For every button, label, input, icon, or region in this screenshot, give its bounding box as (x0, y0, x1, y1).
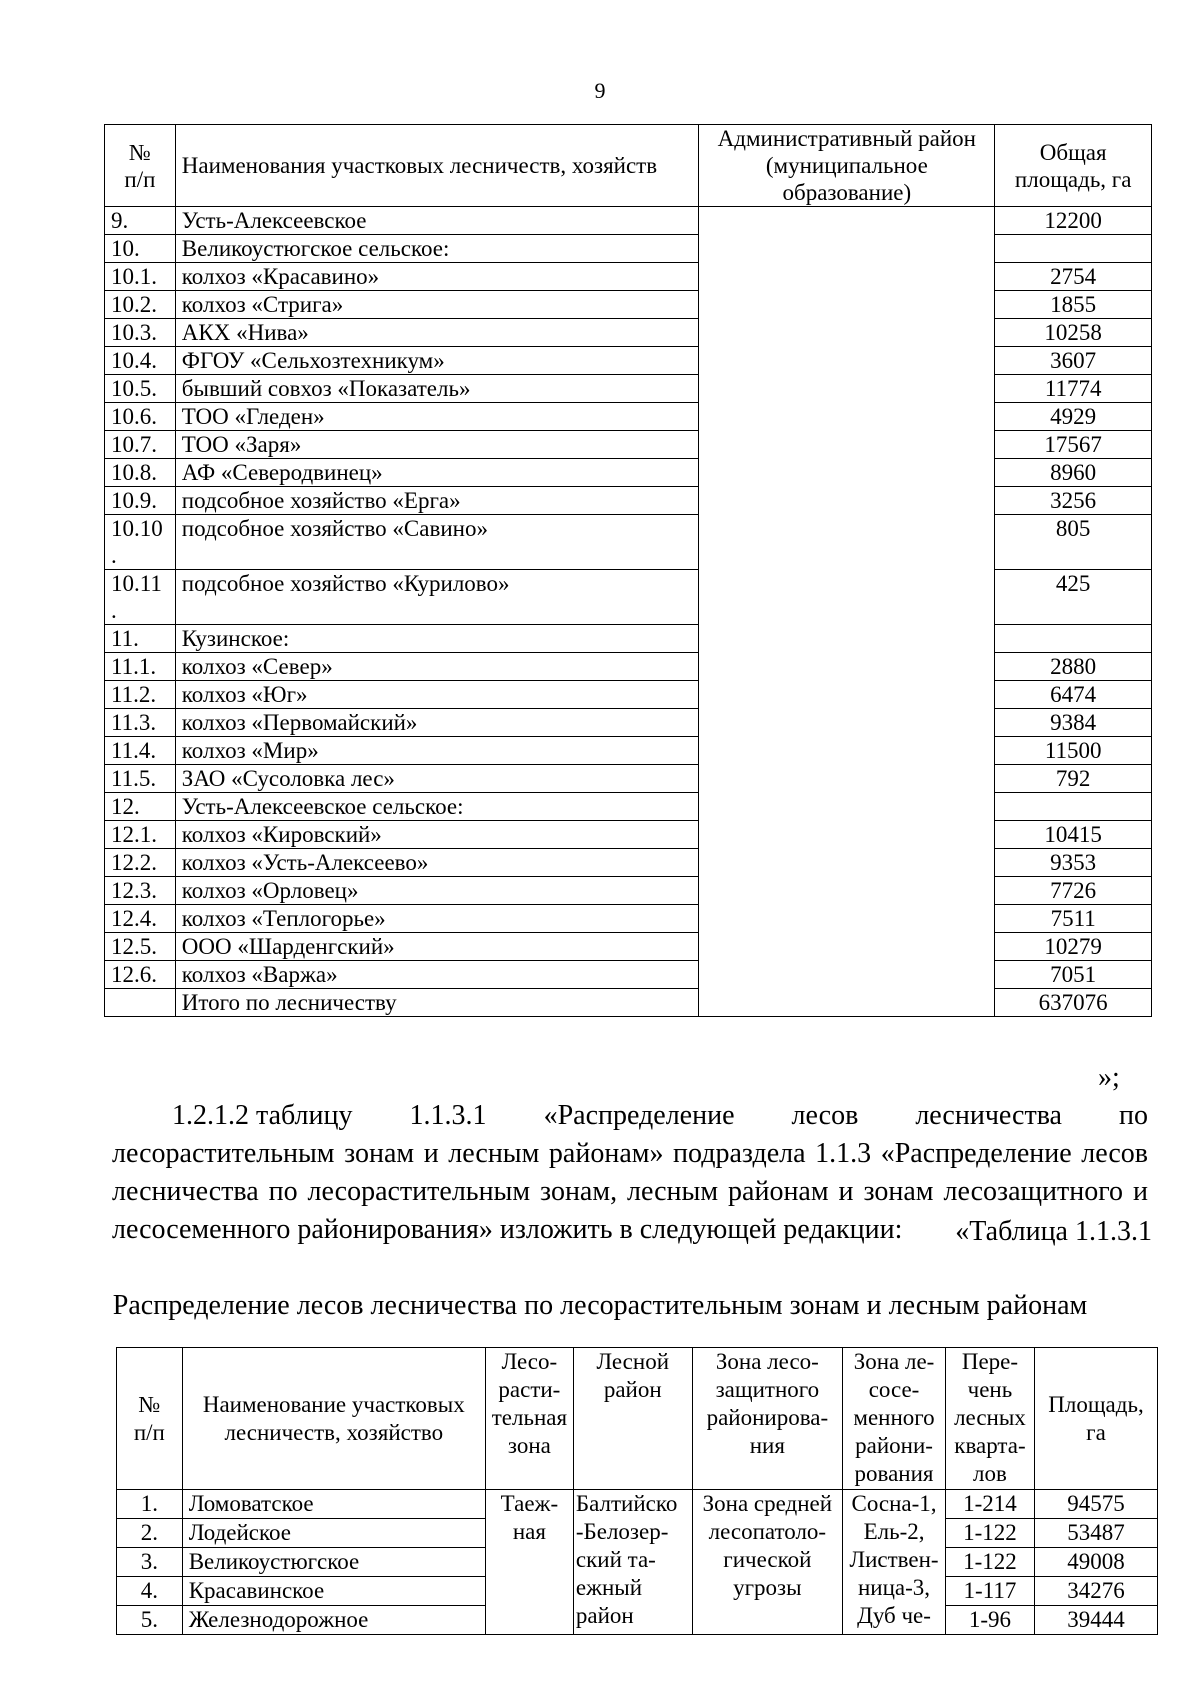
cell-name: колхоз «Кировский» (175, 821, 699, 849)
table-row (105, 235, 1152, 263)
cell-name: Железнодорожное (182, 1606, 485, 1635)
cell-num: 10.1. (105, 263, 176, 291)
table-row (105, 431, 1152, 459)
cell-name: ООО «Шарденгский» (175, 933, 699, 961)
table-row (105, 653, 1152, 681)
t2-header-zone: Лесо- расти- тельная зона (485, 1348, 573, 1490)
cell-area: 53487 (1034, 1519, 1157, 1548)
cell-quarters: 1-122 (945, 1548, 1034, 1577)
cell-district: Балтийско -Белозер- ский та- ежный район (573, 1490, 692, 1635)
cell-num: 12.1. (105, 821, 176, 849)
total-row (105, 989, 1152, 1017)
cell-area: 425 (995, 570, 1152, 625)
cell-area (995, 235, 1152, 263)
cell-quarters: 1-122 (945, 1519, 1034, 1548)
cell-num: 11. (105, 625, 176, 653)
table-row (105, 709, 1152, 737)
table-row (105, 459, 1152, 487)
cell-area: 3607 (995, 347, 1152, 375)
table-row (105, 933, 1152, 961)
cell-name: Усть-Алексеевское (175, 207, 699, 235)
cell-area: 39444 (1034, 1606, 1157, 1635)
paragraph-word: 1.1.3.1 (409, 1100, 487, 1131)
table-row (105, 403, 1152, 431)
cell-num: 12. (105, 793, 176, 821)
cell-name: ТОО «Заря» (175, 431, 699, 459)
cell-admin-district (699, 207, 995, 1017)
cell-num: 10.10 . (105, 515, 176, 570)
cell-num: 10.11 . (105, 570, 176, 625)
table-row (105, 347, 1152, 375)
table-row (105, 877, 1152, 905)
paragraph-first-line (112, 1097, 1148, 1135)
forestry-table (104, 124, 1152, 1017)
cell-num: 10.4. (105, 347, 176, 375)
cell-num: 12.4. (105, 905, 176, 933)
cell-area: 8960 (995, 459, 1152, 487)
cell-area: 7726 (995, 877, 1152, 905)
total-area: 637076 (995, 989, 1152, 1017)
cell-name: бывший совхоз «Показатель» (175, 375, 699, 403)
cell-num: 1. (117, 1490, 183, 1519)
t2-header-seed: Зона ле- сосе- менного райони- рования (843, 1348, 946, 1490)
cell-name: ФГОУ «Сельхозтехникум» (175, 347, 699, 375)
cell-num: 5. (117, 1606, 183, 1635)
table-row (105, 515, 1152, 570)
cell-num: 3. (117, 1548, 183, 1577)
quote-end: »; (1098, 1062, 1120, 1093)
table-row (105, 625, 1152, 653)
cell-num: 10.7. (105, 431, 176, 459)
header-area: Общая площадь, га (995, 125, 1152, 207)
cell-quarters: 1-96 (945, 1606, 1034, 1635)
t2-header-quarters: Пере- чень лесных кварта- лов (945, 1348, 1034, 1490)
cell-num: 11.5. (105, 765, 176, 793)
cell-area: 11500 (995, 737, 1152, 765)
cell-name: Красавинское (182, 1577, 485, 1606)
cell-num: 10.2. (105, 291, 176, 319)
cell-name: Кузинское: (175, 625, 699, 653)
paragraph-word: «Распределение (543, 1100, 735, 1131)
cell-num: 12.2. (105, 849, 176, 877)
cell-name: колхоз «Стрига» (175, 291, 699, 319)
cell-num: 11.3. (105, 709, 176, 737)
table-row (105, 681, 1152, 709)
cell-name: Великоустюгское сельское: (175, 235, 699, 263)
cell-name: АФ «Северодвинец» (175, 459, 699, 487)
t2-header-district: Лесной район (573, 1348, 692, 1490)
cell-num: 10. (105, 235, 176, 263)
cell-name: Усть-Алексеевское сельское: (175, 793, 699, 821)
cell-num: 10.8. (105, 459, 176, 487)
cell-name: колхоз «Юг» (175, 681, 699, 709)
cell-num: 11.2. (105, 681, 176, 709)
paragraph-word: лесничества (915, 1100, 1062, 1131)
cell-area: 7511 (995, 905, 1152, 933)
paragraph-word: по (1119, 1100, 1148, 1131)
cell-name: подсобное хозяйство «Ерга» (175, 487, 699, 515)
cell-name: колхоз «Усть-Алексеево» (175, 849, 699, 877)
cell-num: 10.9. (105, 487, 176, 515)
cell-name: колхоз «Первомайский» (175, 709, 699, 737)
cell-num: 11.4. (105, 737, 176, 765)
header-admin: Административный район (муниципальное образование) (699, 125, 995, 207)
table-row (105, 570, 1152, 625)
cell-num: 10.3. (105, 319, 176, 347)
cell-name: АКХ «Нива» (175, 319, 699, 347)
cell-protect: Зона средней лесопатоло- гической угрозы (692, 1490, 843, 1635)
cell-name: колхоз «Север» (175, 653, 699, 681)
cell-name: ТОО «Гледен» (175, 403, 699, 431)
cell-quarters: 1-117 (945, 1577, 1034, 1606)
cell-area: 10279 (995, 933, 1152, 961)
cell-zone: Таеж- ная (485, 1490, 573, 1635)
cell-name: Великоустюгское (182, 1548, 485, 1577)
cell-area (995, 625, 1152, 653)
cell-num: 10.5. (105, 375, 176, 403)
cell-num (105, 989, 176, 1017)
cell-area: 2754 (995, 263, 1152, 291)
cell-area: 3256 (995, 487, 1152, 515)
cell-area: 49008 (1034, 1548, 1157, 1577)
table-row (105, 375, 1152, 403)
cell-name: Ломоватское (182, 1490, 485, 1519)
cell-name: колхоз «Варжа» (175, 961, 699, 989)
table-row (105, 849, 1152, 877)
cell-name: Лодейское (182, 1519, 485, 1548)
table-row (105, 487, 1152, 515)
table-row (105, 765, 1152, 793)
cell-num: 10.6. (105, 403, 176, 431)
cell-num: 12.6. (105, 961, 176, 989)
cell-num: 12.5. (105, 933, 176, 961)
table-row (105, 207, 1152, 235)
cell-area: 7051 (995, 961, 1152, 989)
cell-name: колхоз «Орловец» (175, 877, 699, 905)
table-caption: Распределение лесов лесничества по лесорастительным зонам и лесным районам (112, 1290, 1088, 1321)
cell-seed: Сосна-1, Ель-2, Листвен- ница-3, Дуб че- (843, 1490, 946, 1635)
header-name: Наименования участковых лесничеств, хозяйств (175, 125, 699, 207)
table-row (105, 793, 1152, 821)
total-label: Итого по лесничеству (175, 989, 699, 1017)
table-row (105, 821, 1152, 849)
cell-area: 1855 (995, 291, 1152, 319)
cell-area: 4929 (995, 403, 1152, 431)
paragraph-word: лесов (791, 1100, 859, 1131)
cell-area: 94575 (1034, 1490, 1157, 1519)
cell-num: 2. (117, 1519, 183, 1548)
table-row (105, 319, 1152, 347)
cell-name: колхоз «Теплогорье» (175, 905, 699, 933)
cell-area: 12200 (995, 207, 1152, 235)
t2-header-area: Площадь, га (1034, 1348, 1157, 1490)
cell-area: 805 (995, 515, 1152, 570)
cell-area: 792 (995, 765, 1152, 793)
cell-area: 6474 (995, 681, 1152, 709)
cell-name: подсобное хозяйство «Савино» (175, 515, 699, 570)
table-label: «Таблица 1.1.3.1 (955, 1216, 1152, 1247)
table-row (105, 263, 1152, 291)
distribution-table (116, 1347, 1158, 1635)
cell-name: колхоз «Мир» (175, 737, 699, 765)
table-row (105, 905, 1152, 933)
cell-num: 12.3. (105, 877, 176, 905)
cell-area (995, 793, 1152, 821)
table-row (105, 737, 1152, 765)
paragraph-word: 1.2.1.2 таблицу (172, 1100, 353, 1131)
cell-area: 2880 (995, 653, 1152, 681)
t2-header-name: Наименование участковых лесничеств, хозяйство (182, 1348, 485, 1490)
t2-header-protect: Зона лесо- защитного районирова- ния (692, 1348, 843, 1490)
cell-area: 11774 (995, 375, 1152, 403)
forestry-table-body (105, 207, 1152, 1017)
distribution-table-body (117, 1490, 1158, 1635)
cell-area: 17567 (995, 431, 1152, 459)
cell-area: 9384 (995, 709, 1152, 737)
cell-num: 4. (117, 1577, 183, 1606)
t2-header-num: № п/п (117, 1348, 183, 1490)
cell-name: колхоз «Красавино» (175, 263, 699, 291)
header-num: № п/п (105, 125, 176, 207)
cell-name: ЗАО «Сусоловка лес» (175, 765, 699, 793)
table-row (117, 1490, 1158, 1519)
cell-area: 9353 (995, 849, 1152, 877)
cell-num: 9. (105, 207, 176, 235)
paragraph-body: лесорастительным зонам и лесным районам» подраздела 1.1.3 «Распределение лесов лесничества по лесорастительным зонам, лесным районам и зонам лесозащитного и лесосеменного районирования» изложить в следующей редакции: (112, 1138, 1148, 1245)
cell-name: подсобное хозяйство «Курилово» (175, 570, 699, 625)
cell-area: 10258 (995, 319, 1152, 347)
cell-area: 34276 (1034, 1577, 1157, 1606)
cell-num: 11.1. (105, 653, 176, 681)
page-number: 9 (594, 78, 606, 103)
cell-quarters: 1-214 (945, 1490, 1034, 1519)
table-row (105, 961, 1152, 989)
cell-area: 10415 (995, 821, 1152, 849)
table-row (105, 291, 1152, 319)
